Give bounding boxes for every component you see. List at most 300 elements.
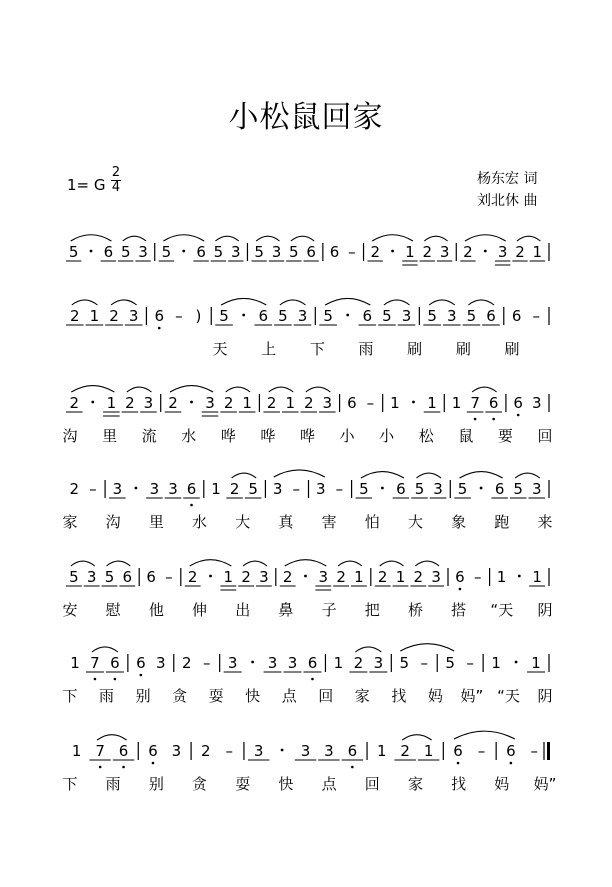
- slur-arc: [460, 472, 503, 478]
- lyric-char: 点: [281, 687, 297, 705]
- final-bar-thick: [547, 742, 550, 760]
- slur-arc: [429, 300, 455, 305]
- dash-mark: –: [420, 654, 428, 672]
- lyric-char: 怕: [364, 513, 380, 531]
- lyric-char: 出: [235, 601, 251, 619]
- note-digit: 3: [138, 243, 148, 261]
- lyric-char: 刷: [455, 340, 471, 358]
- note-digit: 6: [258, 307, 269, 325]
- note-digit: 5: [120, 243, 131, 261]
- dash-mark: –: [165, 568, 173, 586]
- low-octave-dot: [311, 678, 314, 681]
- lyric-char: 雨: [358, 340, 374, 358]
- lyric-char: 雨: [105, 775, 121, 793]
- slur-arc: [72, 300, 98, 305]
- note-digit: 5: [104, 568, 115, 586]
- dash-mark: –: [466, 654, 474, 672]
- note-digit: 5: [278, 307, 288, 325]
- note-digit: 6: [110, 654, 120, 672]
- note-digit: 6: [196, 243, 206, 261]
- note-digit: 1: [285, 394, 296, 412]
- lyric-char: 大: [407, 513, 423, 531]
- note-digit: 6: [494, 480, 505, 498]
- note-digit: 3: [171, 742, 182, 760]
- slur-arc: [517, 236, 540, 241]
- lyric-char: 回: [318, 687, 334, 705]
- note-digit: 3: [287, 654, 298, 672]
- slur-arc: [361, 472, 404, 478]
- slur-arc: [402, 735, 431, 740]
- note-digit: 1: [71, 742, 82, 760]
- composer-credit: 刘北休 曲: [477, 193, 538, 209]
- slur-arc: [221, 298, 266, 305]
- low-octave-dot: [122, 766, 125, 769]
- note-digit: 5: [254, 243, 264, 261]
- lyric-char: 妈: [427, 687, 443, 705]
- note-digit: 2: [70, 307, 80, 325]
- lyric-char: 别: [135, 687, 151, 705]
- lyricist-credit: 杨东宏 词: [477, 171, 538, 187]
- note-digit: 3: [272, 480, 283, 498]
- note-digit: 6: [513, 394, 523, 412]
- slur-arc: [123, 236, 146, 241]
- aug-dot: [182, 250, 185, 253]
- aug-dot: [480, 487, 483, 490]
- note-digit: 3: [86, 568, 97, 586]
- lyric-char: 哗: [260, 427, 276, 445]
- lyric-char: 下: [62, 687, 78, 705]
- lyric-char: 搭: [451, 601, 467, 619]
- lyric-char: 来: [537, 513, 553, 531]
- low-octave-dot: [94, 678, 97, 681]
- lyric-char: 桥: [407, 601, 423, 619]
- note-digit: 1: [242, 394, 252, 412]
- lyric-char: 回: [537, 427, 553, 445]
- note-digit: 6: [455, 568, 465, 586]
- slur-arc: [71, 235, 112, 241]
- aug-dot: [281, 749, 284, 752]
- note-digit: 3: [112, 480, 123, 498]
- low-octave-dot: [99, 766, 102, 769]
- low-octave-dot: [351, 766, 354, 769]
- dash-mark: –: [473, 568, 482, 586]
- note-digit: 3: [433, 480, 443, 498]
- low-octave-dot: [474, 418, 477, 421]
- lyric-char: 小: [339, 427, 355, 445]
- slur-arc: [243, 561, 267, 566]
- note-digit: 6: [136, 654, 146, 672]
- slur-arc: [269, 387, 294, 392]
- aug-dot: [518, 575, 521, 578]
- aug-dot: [304, 575, 307, 578]
- time-top: 2: [111, 165, 121, 180]
- slur-arc: [372, 235, 413, 241]
- low-octave-dot: [114, 678, 117, 681]
- note-digit: 2: [400, 742, 410, 760]
- lyric-char: “天: [497, 687, 520, 705]
- note-digit: 3: [253, 742, 264, 760]
- note-digit: 2: [377, 568, 388, 586]
- slur-arc: [285, 560, 327, 566]
- slur-arc: [71, 561, 95, 566]
- note-digit: 5: [289, 243, 299, 261]
- lyric-char: 小: [379, 427, 395, 445]
- lyric-char: 鼠: [458, 427, 474, 445]
- note-digit: 5: [68, 243, 79, 261]
- note-digit: 1: [532, 568, 542, 586]
- lyric-char: 里: [148, 513, 164, 531]
- slur-arc: [472, 387, 497, 392]
- dash-mark: –: [335, 480, 344, 498]
- lyric-char: 刷: [504, 340, 520, 358]
- note-digit: 6: [362, 307, 373, 325]
- lyric-char: 水: [192, 513, 208, 531]
- lyric-char: 象: [451, 513, 467, 531]
- note-digit: 6: [453, 742, 463, 760]
- note-digit: 6: [347, 394, 357, 412]
- note-digit: 6: [146, 568, 156, 586]
- dash-mark: –: [532, 307, 540, 325]
- note-digit: 3: [267, 654, 278, 672]
- slur-arc: [190, 560, 232, 566]
- note-digit: 5: [248, 480, 258, 498]
- lyric-char: 哗: [299, 427, 316, 445]
- note-digit: 2: [515, 243, 525, 261]
- lyric-char: 贪: [192, 775, 208, 793]
- note-digit: 6: [118, 742, 129, 760]
- low-octave-dot: [492, 418, 495, 421]
- note-digit: 3: [205, 394, 215, 412]
- note-digit: 2: [463, 243, 473, 261]
- slur-arc: [465, 235, 506, 241]
- aug-dot: [90, 250, 93, 253]
- slur-arc: [170, 386, 213, 392]
- slur-arc: [416, 473, 441, 478]
- lyric-char: 害: [321, 513, 337, 531]
- note-digit: 2: [241, 568, 251, 586]
- note-digit: 6: [488, 394, 499, 412]
- tie-arc: [274, 470, 325, 477]
- lyric-char: 松: [418, 427, 434, 445]
- note-digit: 3: [143, 394, 154, 412]
- slur-arc: [127, 387, 152, 392]
- slur-arc: [97, 735, 126, 740]
- note-digit: 7: [95, 742, 105, 760]
- note-digit: 2: [336, 568, 346, 586]
- aug-dot: [515, 661, 518, 664]
- note-digit: 6: [306, 243, 316, 261]
- lyric-char: 雨: [99, 687, 115, 705]
- note-digit: 2: [125, 394, 135, 412]
- aug-dot: [412, 401, 415, 404]
- dash-mark: –: [348, 243, 356, 261]
- note-digit: 6: [396, 480, 406, 498]
- lyric-char: 里: [102, 427, 118, 445]
- note-digit: 1: [89, 307, 100, 325]
- lyric-char: 他: [148, 601, 164, 619]
- lyric-char: 找: [451, 775, 467, 793]
- lyric-char: 刷: [407, 340, 423, 358]
- lyric-char: 流: [141, 427, 157, 445]
- lyric-char: 回: [364, 775, 380, 793]
- slur-arc: [355, 647, 381, 652]
- slur-arc: [92, 647, 118, 652]
- lyric-char: 伸: [192, 601, 208, 619]
- note-digit: 3: [431, 568, 441, 586]
- note-digit: 5: [219, 307, 229, 325]
- note-digit: 1: [531, 654, 541, 672]
- lyric-char: 下: [62, 775, 78, 793]
- note-digit: 6: [186, 480, 197, 498]
- note-digit: 2: [422, 243, 433, 261]
- lyric-char: 真: [278, 513, 294, 531]
- note-digit: 1: [532, 243, 543, 261]
- note-digit: 1: [106, 394, 117, 412]
- dash-mark: –: [175, 307, 183, 325]
- note-digit: 3: [497, 243, 508, 261]
- note-digit: 2: [69, 394, 80, 412]
- note-digit: 2: [187, 568, 198, 586]
- note-digit: 1: [451, 394, 462, 412]
- lyric-char: 沟: [105, 513, 121, 531]
- dash-mark: –: [366, 394, 375, 412]
- aug-dot: [209, 575, 212, 578]
- slur-arc: [306, 387, 331, 392]
- note-digit: 3: [401, 307, 412, 325]
- dash-mark: –: [202, 654, 211, 672]
- lyric-char: 慰: [105, 601, 121, 619]
- dash-mark: –: [477, 742, 486, 760]
- note-digit: 2: [201, 742, 211, 760]
- note-digit: 5: [323, 307, 333, 325]
- lyric-char: 沟: [62, 427, 78, 445]
- note-digit: 6: [103, 243, 114, 261]
- note-digit: 2: [109, 307, 119, 325]
- aug-dot: [251, 661, 254, 664]
- note-digit: 3: [318, 568, 329, 586]
- slur-arc: [338, 561, 362, 566]
- key-text: 1= G: [67, 176, 106, 194]
- lyric-char: 别: [148, 775, 164, 793]
- note-digit: 3: [322, 394, 333, 412]
- note-digit: 5: [382, 307, 392, 325]
- note-digit: 6: [511, 307, 522, 325]
- note-digit: 2: [229, 480, 240, 498]
- aug-dot: [391, 250, 394, 253]
- slur-arc: [280, 300, 306, 305]
- slur-arc: [468, 300, 494, 305]
- lyric-char: 耍: [235, 775, 251, 793]
- note-digit: 3: [300, 742, 311, 760]
- note-digit: 5: [359, 480, 369, 498]
- note-digit: 3: [231, 243, 241, 261]
- note-digit: 2: [413, 568, 424, 586]
- note-digit: 3: [259, 568, 269, 586]
- aug-dot: [134, 487, 137, 490]
- note-digit: 6: [307, 654, 318, 672]
- lyric-char: 妈”: [460, 687, 484, 705]
- lyric-char: 家: [62, 513, 78, 531]
- note-digit: 1: [427, 394, 437, 412]
- dash-mark: –: [89, 480, 97, 498]
- lyric-char: 快: [278, 775, 294, 793]
- song-title: 小松鼠回家: [228, 100, 384, 135]
- note-digit: 2: [303, 394, 314, 412]
- lyric-char: 阴: [537, 601, 553, 619]
- lyric-char: 下: [309, 340, 325, 358]
- note-digit: 3: [439, 243, 450, 261]
- note-digit: 2: [370, 243, 380, 261]
- note-digit: 5: [445, 654, 455, 672]
- lyric-char: 天: [212, 340, 228, 358]
- dash-mark: –: [225, 742, 233, 760]
- note-digit: 3: [373, 654, 384, 672]
- note-digit: 2: [353, 654, 364, 672]
- lyric-char: 上: [261, 340, 277, 358]
- slur-arc: [415, 561, 439, 566]
- note-digit: 1: [496, 568, 507, 586]
- note-digit: 5: [466, 307, 477, 325]
- note-digit: 2: [266, 394, 277, 412]
- lyric-char: 妈: [494, 775, 510, 793]
- note-digit: 5: [513, 480, 523, 498]
- note-digit: 2: [69, 480, 80, 498]
- note-digit: 7: [90, 654, 100, 672]
- note-digit: 6: [347, 742, 358, 760]
- low-octave-dot: [158, 327, 161, 330]
- note-digit: 6: [148, 742, 158, 760]
- dash-mark: –: [530, 742, 539, 760]
- note-digit: 3: [446, 307, 457, 325]
- note-digit: 3: [128, 307, 139, 325]
- slur-arc: [325, 298, 370, 305]
- note-digit: 6: [122, 568, 133, 586]
- slur-arc: [424, 236, 447, 241]
- note-digit: 7: [470, 394, 480, 412]
- note-digit: 3: [227, 654, 238, 672]
- aug-dot: [346, 314, 349, 317]
- low-octave-dot: [190, 504, 193, 507]
- note-digit: 1: [223, 568, 234, 586]
- note-digit: 3: [531, 480, 542, 498]
- low-octave-dot: [510, 762, 513, 765]
- note-digit: 2: [168, 394, 178, 412]
- note-digit: 3: [168, 480, 178, 498]
- lyric-char: 水: [181, 427, 197, 445]
- note-digit: 3: [149, 480, 160, 498]
- slur-arc: [226, 387, 251, 392]
- lyric-char: 要: [497, 427, 513, 445]
- note-digit: 3: [156, 654, 166, 672]
- lyric-char: 大: [235, 513, 251, 531]
- aug-dot: [484, 250, 487, 253]
- lyric-char: 阴: [537, 687, 553, 705]
- lyric-char: 妈”: [533, 775, 557, 793]
- slur-arc: [163, 235, 204, 241]
- slur-arc: [232, 473, 257, 478]
- aug-dot: [190, 401, 193, 404]
- slur-arc: [111, 300, 137, 305]
- lyric-char: 把: [364, 601, 380, 619]
- note-digit: 3: [324, 742, 334, 760]
- low-octave-dot: [517, 414, 520, 417]
- note-digit: ): [195, 307, 202, 325]
- note-digit: 6: [486, 307, 496, 325]
- tie-arc: [454, 731, 515, 739]
- slur-arc: [291, 236, 314, 241]
- note-digit: 1: [211, 480, 221, 498]
- note-digit: 5: [427, 307, 437, 325]
- lyric-char: “天: [490, 601, 514, 619]
- note-digit: 1: [491, 654, 501, 672]
- lyric-char: 子: [321, 601, 337, 619]
- note-digit: 5: [457, 480, 468, 498]
- note-digit: 1: [423, 742, 434, 760]
- slur-arc: [384, 300, 410, 305]
- note-digit: 1: [376, 742, 387, 760]
- dash-mark: –: [292, 480, 300, 498]
- low-octave-dot: [459, 588, 462, 591]
- lyric-char: 贪: [172, 687, 188, 705]
- aug-dot: [242, 314, 245, 317]
- note-digit: 6: [506, 742, 516, 760]
- note-digit: 6: [329, 243, 340, 261]
- slur-arc: [71, 386, 114, 392]
- note-digit: 3: [271, 243, 282, 261]
- note-digit: 1: [333, 654, 344, 672]
- note-digit: 3: [315, 480, 326, 498]
- note-digit: 5: [213, 243, 224, 261]
- lyric-char: 耍: [208, 687, 224, 705]
- note-digit: 5: [414, 480, 425, 498]
- lyric-char: 找: [391, 687, 407, 705]
- note-digit: 3: [531, 394, 542, 412]
- note-digit: 6: [154, 307, 165, 325]
- lyric-char: 鼻: [278, 601, 294, 619]
- note-digit: 1: [405, 243, 415, 261]
- lyric-char: 安: [62, 601, 78, 619]
- note-digit: 1: [70, 654, 80, 672]
- tie-arc: [400, 644, 454, 651]
- lyric-char: 家: [407, 775, 423, 793]
- note-digit: 5: [69, 568, 79, 586]
- lyric-char: 跑: [494, 513, 510, 531]
- lyric-char: 哗: [220, 427, 236, 445]
- note-digit: 5: [399, 654, 410, 672]
- low-octave-dot: [152, 762, 155, 765]
- note-digit: 5: [161, 243, 172, 261]
- note-digit: 2: [223, 394, 234, 412]
- note-digit: 1: [390, 394, 400, 412]
- lyric-char: 家: [354, 687, 370, 705]
- lyric-char: 点: [321, 775, 337, 793]
- lyric-char: 快: [245, 687, 261, 705]
- note-digit: 3: [297, 307, 308, 325]
- low-octave-dot: [457, 762, 460, 765]
- slur-arc: [107, 561, 131, 566]
- slur-arc: [515, 473, 540, 478]
- note-digit: 1: [395, 568, 406, 586]
- note-digit: 1: [354, 568, 364, 586]
- note-digit: 2: [181, 654, 192, 672]
- note-digit: 2: [282, 568, 293, 586]
- low-octave-dot: [140, 674, 143, 677]
- slur-arc: [256, 236, 279, 241]
- slur-arc: [215, 236, 238, 241]
- time-bottom: 4: [111, 180, 121, 195]
- aug-dot: [91, 401, 94, 404]
- aug-dot: [381, 487, 384, 490]
